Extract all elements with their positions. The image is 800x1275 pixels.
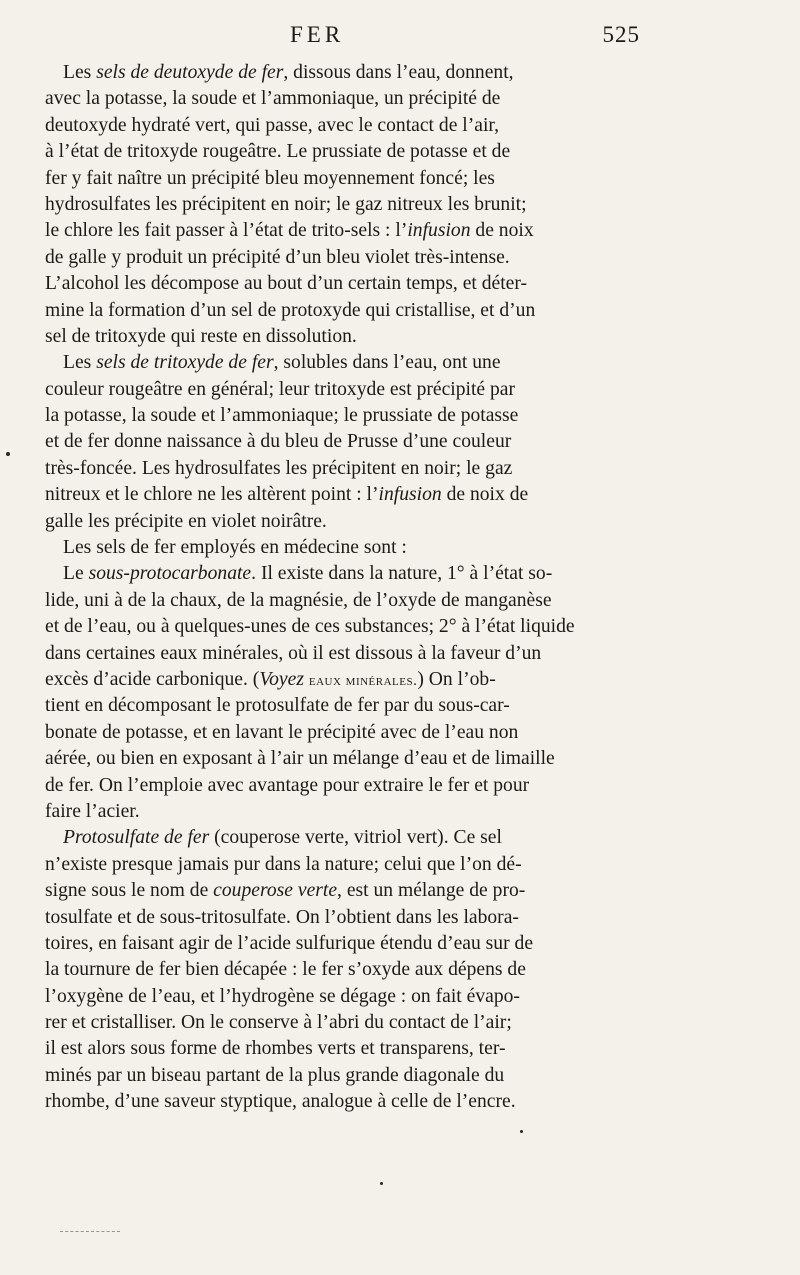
text-line [45, 377, 653, 403]
text-line [45, 113, 653, 139]
text-line [45, 852, 653, 878]
italic-text: Protosulfate de fer [63, 827, 210, 849]
line-text: et de fer donne naissance à du bleu de Prusse d’une couleur [45, 431, 512, 453]
italic-text: infusion [378, 484, 442, 506]
line-text: , solubles dans l’eau, ont une [273, 352, 501, 374]
line-text: Les [63, 62, 97, 83]
line-text: couleur rougeâtre en général; leur tritoxyde est précipité par [45, 378, 516, 400]
text-line [45, 1036, 653, 1062]
line-text: Les sels de fer employés en médecine sont : [63, 537, 407, 559]
text-line [45, 825, 653, 851]
text-line [45, 1010, 653, 1036]
text-line [45, 746, 653, 772]
text-line [45, 245, 653, 271]
text-line [45, 403, 653, 429]
line-text: tient en décomposant le protosulfate de fer par du sous-car- [45, 695, 510, 717]
line-text: très-foncée. Les hydrosulfates les précipitent en noir; le gaz [45, 457, 513, 479]
line-text: sel de tritoxyde qui reste en dissolution. [45, 325, 357, 347]
line-text: de noix [470, 220, 534, 242]
text-line [45, 720, 653, 746]
text-line [45, 984, 653, 1010]
line-text: fer y fait naître un précipité bleu moyennement foncé; les [45, 167, 495, 189]
line-text: (couperose verte, vitriol vert). Ce sel [209, 827, 502, 849]
line-text: signe sous le nom de [45, 880, 214, 902]
text-line [45, 139, 653, 165]
line-text: deutoxyde hydraté vert, qui passe, avec le contact de l’air, [45, 114, 500, 136]
ink-speck [520, 1130, 523, 1133]
line-text: L’alcohol les décompose au bout d’un certain temps, et déter- [45, 273, 528, 295]
line-text: et de l’eau, ou à quelques-unes de ces substances; 2° à l’état liquide [45, 616, 575, 638]
line-text: l’oxygène de l’eau, et l’hydrogène se dégage : on fait évapo- [45, 985, 520, 1007]
text-line [45, 192, 653, 218]
text-line [45, 509, 653, 535]
line-text: dans certaines eaux minérales, où il est dissous à la faveur d’un [45, 642, 542, 664]
italic-text: infusion [407, 220, 471, 242]
line-text: lide, uni à de la chaux, de la magnésie, de l’oxyde de manganèse [45, 589, 552, 611]
text-line [45, 667, 653, 693]
text-line [45, 931, 653, 957]
text-line [45, 218, 653, 244]
text-line [45, 773, 653, 799]
text-line [45, 878, 653, 904]
running-title: FER [290, 22, 345, 47]
line-text: rhombe, d’une saveur styptique, analogue à celle de l’encre. [45, 1091, 516, 1113]
line-text: Les [63, 352, 97, 374]
line-text: bonate de potasse, et en lavant le précipité avec de l’eau non [45, 721, 519, 743]
text-line [45, 561, 653, 587]
line-text: rer et cristalliser. On le conserve à l’abri du contact de l’air; [45, 1012, 512, 1034]
text-line [45, 166, 653, 192]
line-text: , dissous dans l’eau, donnent, [283, 62, 514, 83]
ink-speck [6, 452, 10, 456]
line-text: aérée, ou bien en exposant à l’air un mélange d’eau et de limaille [45, 748, 555, 770]
line-text: Le [63, 563, 89, 585]
line-text: . Il existe dans la nature, 1° à l’état so- [251, 563, 553, 585]
text-line [45, 86, 653, 112]
line-text: toires, en faisant agir de l’acide sulfurique étendu d’eau sur de [45, 932, 534, 954]
italic-text: couperose verte [213, 880, 338, 902]
line-text: avec la potasse, la soude et l’ammoniaque, un précipité de [45, 88, 501, 110]
line-text: hydrosulfates les précipitent en noir; le gaz nitreux les brunit; [45, 193, 527, 215]
line-text: ) On l’ob- [417, 668, 496, 690]
italic-text: Voyez [259, 668, 304, 690]
text-line [45, 614, 653, 640]
line-text: galle les précipite en violet noirâtre. [45, 510, 327, 532]
running-head [0, 22, 800, 54]
line-text: la tournure de fer bien décapée : le fer s’oxyde aux dépens de [45, 959, 526, 981]
line-text: nitreux et le chlore ne les altèrent point : l’ [45, 484, 379, 506]
line-text: de fer. On l’emploie avec avantage pour extraire le fer et pour [45, 774, 530, 796]
line-text: mine la formation d’un sel de protoxyde qui cristallise, et d’un [45, 299, 536, 321]
line-text: la potasse, la soude et l’ammoniaque; le prussiate de potasse [45, 405, 519, 427]
line-text: il est alors sous forme de rhombes verts et transparens, ter- [45, 1038, 506, 1060]
text-line [45, 271, 653, 297]
ink-speck [380, 1182, 383, 1185]
text-line [45, 693, 653, 719]
text-line [45, 1063, 653, 1089]
small-caps-text: eaux minérales. [308, 672, 418, 689]
text-line [45, 429, 653, 455]
italic-text: sous-protocarbonate [88, 563, 252, 585]
text-line [45, 535, 653, 561]
line-text: excès d’acide carbonique. ( [45, 668, 260, 690]
line-text: n’existe presque jamais pur dans la nature; celui que l’on dé- [45, 853, 522, 875]
text-line [45, 298, 653, 324]
line-text: de noix de [441, 484, 529, 506]
line-text: , est un mélange de pro- [337, 880, 526, 902]
line-text: tosulfate et de sous-tritosulfate. On l’obtient dans les labora- [45, 906, 519, 928]
italic-text: sels de deutoxyde de fer [96, 62, 284, 83]
text-line [45, 324, 653, 350]
text-line [45, 957, 653, 983]
text-line [45, 350, 653, 376]
line-text: de galle y produit un précipité d’un bleu violet très-intense. [45, 246, 510, 268]
italic-text: sels de tritoxyde de fer [96, 352, 274, 374]
text-line [45, 641, 653, 667]
line-text: le chlore les fait passer à l’état de trito-sels : l’ [45, 220, 408, 242]
line-text: à l’état de tritoxyde rougeâtre. Le prussiate de potasse et de [45, 141, 511, 163]
text-line [45, 1089, 653, 1115]
text-line [45, 60, 653, 86]
line-text: minés par un biseau partant de la plus grande diagonale du [45, 1064, 505, 1086]
text-line [45, 482, 653, 508]
page-edge-mark [60, 1231, 120, 1233]
text-line [45, 588, 653, 614]
body-text [45, 60, 653, 1116]
text-line [45, 905, 653, 931]
line-text: faire l’acier. [45, 800, 140, 822]
text-line [45, 799, 653, 825]
text-line [45, 456, 653, 482]
page-number: 525 [602, 22, 640, 47]
